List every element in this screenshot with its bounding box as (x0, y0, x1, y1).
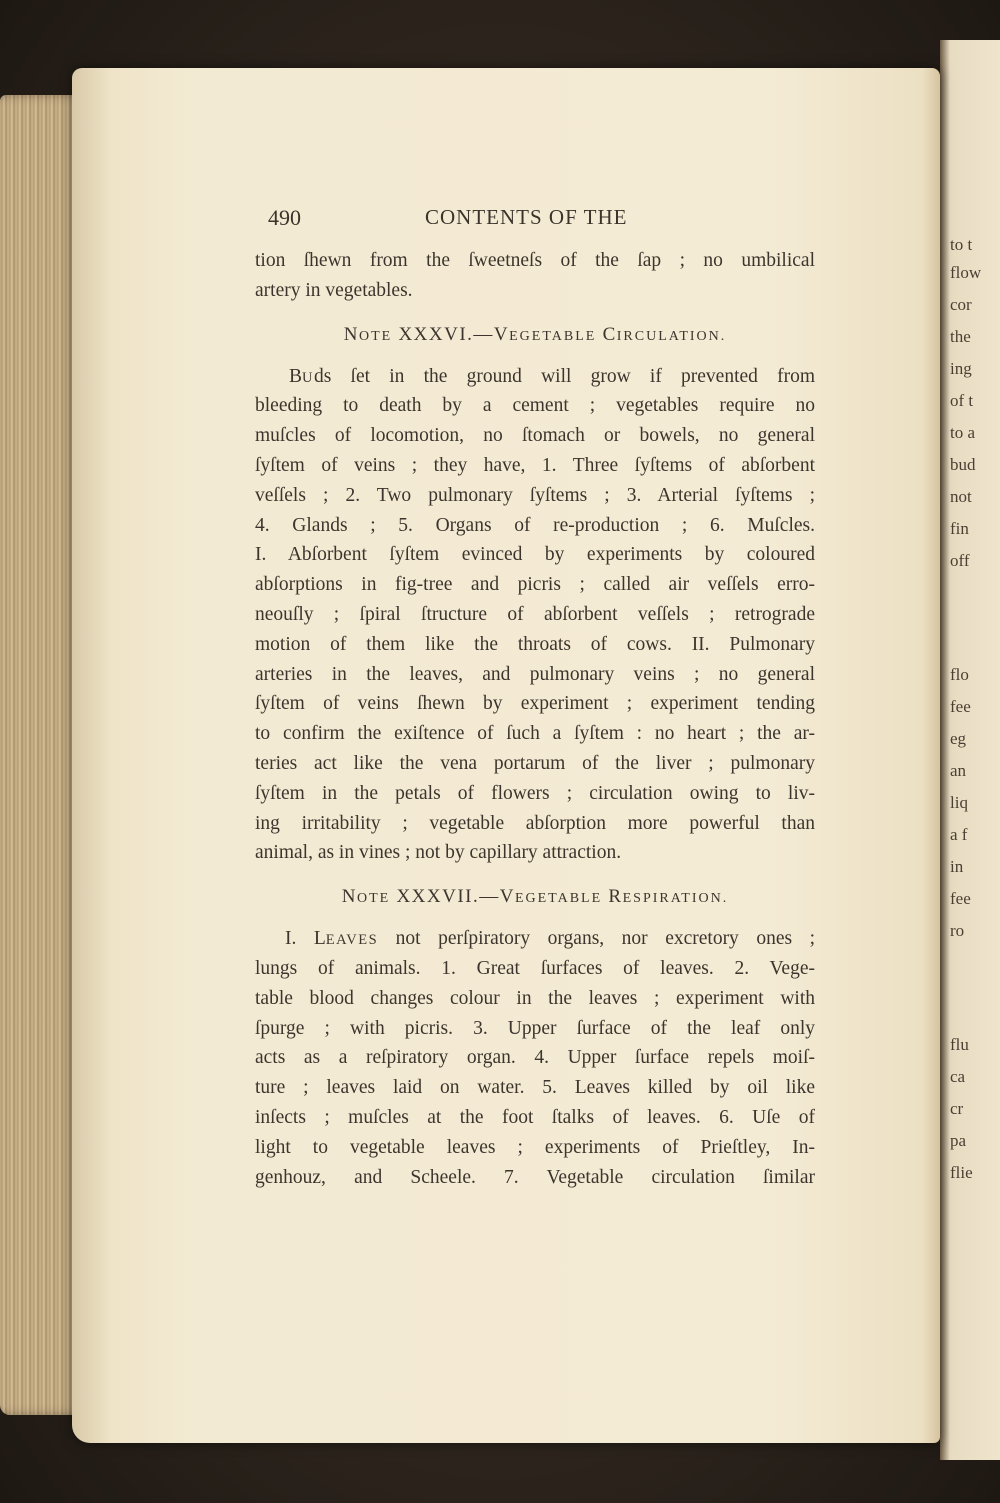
page-header (268, 205, 668, 235)
body-line: animal, as in vines ; not by capillary attraction. (255, 842, 622, 864)
facing-page-fragment: ing (950, 359, 972, 378)
body-line: I. LEAVES not perſpiratory organs, nor excretory ones ; (285, 928, 815, 950)
facing-page-fragment: pa (950, 1131, 967, 1150)
body-line: light to vegetable leaves ; experiments of Prieſtley, In- (255, 1136, 815, 1158)
facing-page-fragment: liq (950, 793, 968, 812)
page-number: 490 (268, 205, 301, 230)
body-line: motion of them like the throats of cows. II. Pulmonary (255, 633, 815, 655)
facing-page-fragment: flo (950, 665, 969, 684)
note-heading: NOTE XXXVI.—VEGETABLE CIRCULATION. (343, 323, 727, 345)
facing-page-fragment: to t (950, 235, 973, 254)
body-line: lungs of animals. 1. Great ſurfaces of leaves. 2. Vege- (255, 957, 815, 979)
facing-page-fragment: an (950, 761, 967, 780)
body-line: ing irritability ; vegetable abſorption more powerful than (255, 812, 815, 834)
facing-page-fragment: bud (950, 455, 976, 474)
body-line: neouſly ; ſpiral ſtructure of abſorbent veſſels ; retrograde (255, 603, 815, 625)
facing-page-fragment: eg (950, 729, 967, 748)
body-line: arteries in the leaves, and pulmonary veins ; no general (255, 663, 815, 685)
facing-page-fragment: flow (950, 263, 982, 282)
body-line: ſyſtem of veins ; they have, 1. Three ſyſtems of abſorbent (255, 454, 815, 476)
body-line: 4. Glands ; 5. Organs of re-production ; 6. Muſcles. (255, 514, 815, 536)
facing-page-fragment: of t (950, 391, 974, 410)
facing-page-fragment: off (950, 551, 970, 570)
body-line: ture ; leaves laid on water. 5. Leaves killed by oil like (255, 1077, 815, 1099)
facing-page-fragment: ca (950, 1067, 966, 1086)
note-heading: NOTE XXXVII.—VEGETABLE RESPIRATION. (341, 886, 729, 908)
facing-page-fragment: fin (950, 519, 969, 538)
body-line: ſyſtem in the petals of flowers ; circulation owing to liv- (255, 782, 815, 804)
body-line: muſcles of locomotion, no ſtomach or bowels, no general (255, 425, 815, 447)
body-line: table blood changes colour in the leaves ; experiment with (255, 987, 815, 1009)
facing-page-fragment: not (950, 487, 972, 506)
facing-page-fragment: flu (950, 1035, 969, 1054)
body-line: inſects ; muſcles at the foot ſtalks of leaves. 6. Uſe of (255, 1106, 815, 1128)
body-line: ſyſtem of veins ſhewn by experiment ; experiment tending (255, 693, 815, 715)
facing-page-fragment: a f (950, 825, 968, 844)
body-line: abſorptions in fig-tree and picris ; called air veſſels erro- (255, 574, 815, 596)
facing-page-fragment: fee (950, 697, 971, 716)
facing-page-fragment: cor (950, 295, 972, 314)
body-line: I. Abſorbent ſyſtem evinced by experiments by coloured (255, 544, 815, 566)
body-line: genhouz, and Scheele. 7. Vegetable circulation ſimilar (255, 1166, 815, 1188)
body-line: artery in vegetables. (255, 279, 413, 301)
facing-page-fragment: fee (950, 889, 971, 908)
body-line: teries act like the vena portarum of the liver ; pulmonary (255, 752, 815, 774)
body-line: tion ſhewn from the ſweetneſs of the ſap ; no umbilical (255, 250, 815, 271)
body-line: bleeding to death by a cement ; vegetables require no (255, 395, 815, 417)
facing-page-fragment: in (950, 857, 964, 876)
body-line: veſſels ; 2. Two pulmonary ſyſtems ; 3. Arterial ſyſtems ; (255, 484, 815, 506)
facing-page-fragment: flie (950, 1163, 973, 1182)
running-head: CONTENTS OF THE (425, 205, 628, 229)
facing-page-fragment: ro (950, 921, 965, 940)
body-line: to confirm the exiſtence of ſuch a ſyſtem : no heart ; the ar- (255, 723, 815, 745)
page-body (255, 246, 815, 1192)
body-line: acts as a reſpiratory organ. 4. Upper ſurface repels moiſ- (255, 1047, 815, 1069)
facing-page-fragment: to a (950, 423, 976, 442)
facing-page-fragment: the (950, 327, 971, 346)
body-line: ſpurge ; with picris. 3. Upper ſurface of the leaf only (255, 1017, 815, 1039)
facing-page-fragment: cr (950, 1099, 964, 1118)
body-line: BUds ſet in the ground will grow if prevented from (289, 365, 815, 387)
